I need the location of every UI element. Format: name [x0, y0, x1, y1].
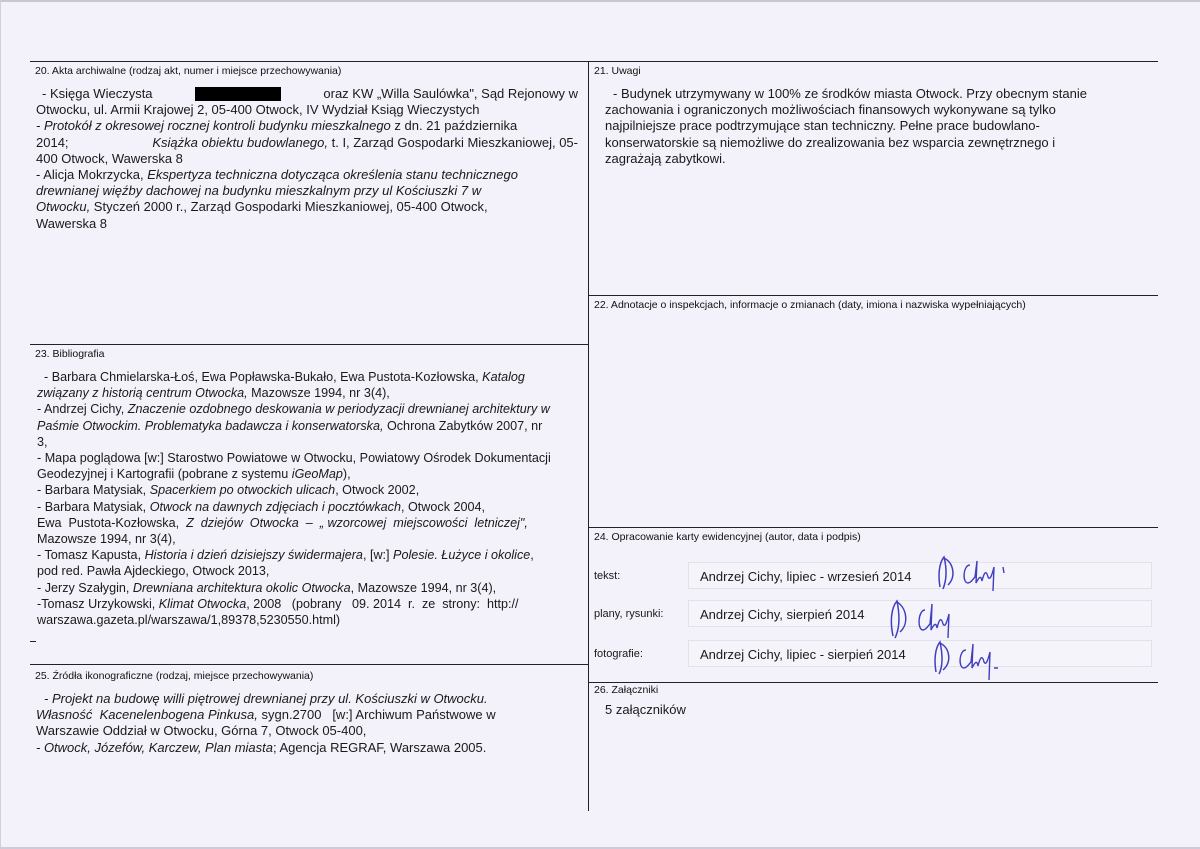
s23-b15a: -Tomasz Urzykowski, — [37, 596, 159, 611]
s23-b9b: , Otwock 2004, — [401, 499, 485, 514]
s23-b3-italic: Znaczenie ozdobnego deskowania w periodyzacji drewnianej architektury w — [127, 402, 550, 417]
row-value-plany: Andrzej Cichy, sierpień 2014 — [688, 600, 1152, 627]
s23-b13: pod red. Pawła Ajdeckiego, Otwock 2013, — [37, 564, 270, 579]
signature-3 — [928, 638, 1018, 682]
s23-b12-italic: Historia i dzień dzisiejszy świdermajera — [144, 548, 363, 563]
redaction-bar — [195, 87, 281, 101]
left-divider-25 — [30, 664, 588, 665]
s23-b12b: , [w:] — [362, 548, 394, 563]
s20-line4-italic: Książka obiektu budowlanego, — [152, 134, 328, 150]
s23-b7a: Geodezyjnej i Kartografii (pobrane z systemu — [37, 467, 292, 482]
s23-b2b: Mazowsze 1994, nr 3(4), — [247, 386, 390, 401]
s25-line2b: sygn.2700 [w:] Archiwum Państwowe w — [257, 707, 496, 723]
s23-b5: 3, — [37, 434, 48, 449]
s23-b4-italic: Paśmie Otwockim. Problematyka badawcza i konserwatorska, — [37, 418, 384, 433]
stray-mark — [30, 641, 36, 642]
signature-2 — [885, 598, 965, 640]
s23-b6: - Mapa poglądowa [w:] Starostwo Powiatowe w Otwocku, Powiatowy Ośrodek Dokumentacji — [37, 451, 551, 466]
section-26-header: 26. Załączniki — [594, 684, 659, 696]
section-25-header: 25. Źródła ikonograficzne (rodzaj, miejsce przechowywania) — [35, 670, 314, 682]
s25-line1-italic: - Projekt na budowę willi piętrowej drewnianej przy ul. Kościuszki w Otwocku. — [44, 691, 488, 706]
row-value-fotografie: Andrzej Cichy, lipiec - sierpień 2014 — [688, 640, 1152, 667]
center-divider — [588, 61, 589, 811]
s23-b2-italic: związany z historią centrum Otwocka, — [37, 386, 248, 401]
section-21-header: 21. Uwagi — [594, 65, 641, 77]
s23-b11: Mazowsze 1994, nr 3(4), — [37, 532, 176, 547]
s23-b8-italic: Spacerkiem po otwockich ulicach — [149, 483, 336, 498]
s23-b8b: , Otwock 2002, — [335, 483, 420, 498]
s23-b9-italic: Otwock na dawnych zdjęciach i pocztówkach — [149, 499, 401, 514]
s23-b3a: - Andrzej Cichy, — [37, 402, 128, 417]
s20-line8b: Styczeń 2000 r., Zarząd Gospodarki Mieszkaniowej, 05-400 Otwock, — [90, 199, 488, 215]
s20-line9: Wawerska 8 — [36, 215, 108, 231]
s21-line4: konserwatorskie są niemożliwe do zrealizowania bez wsparcia zewnętrznego i — [605, 134, 1056, 150]
row-label-plany: plany, rysunki: — [594, 608, 664, 620]
s25-line4b: ; Agencja REGRAF, Warszawa 2005. — [272, 739, 487, 755]
section-21-text — [605, 86, 1150, 167]
s20-line2: Otwocku, ul. Armii Krajowej 2, 05-400 Otwock, IV Wydział Ksiąg Wieczystych — [36, 102, 480, 118]
section-25-text — [36, 691, 576, 756]
right-divider-26 — [588, 682, 1158, 683]
s20-line6a: - Alicja Mokrzycka, — [36, 167, 148, 183]
s20-line1a: - Księga Wieczysta — [42, 86, 153, 101]
s23-b7b: ), — [342, 467, 351, 482]
s21-line1: - Budynek utrzymywany w 100% ze środków miasta Otwock. Przy obecnym stanie — [613, 86, 1087, 101]
s23-b9a: - Barbara Matysiak, — [37, 499, 150, 514]
s20-line8-italic: Otwocku, — [36, 199, 91, 215]
s23-b10a: Ewa Pustota-Kozłowska, — [37, 515, 187, 530]
signature-1 — [930, 553, 1030, 593]
s25-line4-italic: - Otwock, Józefów, Karczew, Plan miasta — [36, 739, 273, 755]
s23-b10-italic: Z dziejów Otwocka – „ wzorcowej miejscowości letniczej", — [186, 515, 528, 530]
s20-line6-italic: Ekspertyza techniczna dotycząca określenia stanu technicznego — [147, 167, 518, 183]
s20-line3: z dn. 21 października — [390, 118, 518, 134]
s20-line4b: t. I, Zarząd Gospodarki Mieszkaniowej, 05- — [328, 134, 578, 150]
left-divider-23 — [30, 344, 588, 345]
s23-b12c: , — [530, 548, 534, 563]
s23-b1a: - Barbara Chmielarska-Łoś, Ewa Popławska-Bukało, Ewa Pustota-Kozłowska, — [44, 370, 483, 384]
s23-b14a: - Jerzy Szałygin, — [37, 580, 133, 595]
s21-line2: zachowania i ograniczonych możliwościach finansowych wykonywane są tylko — [605, 102, 1056, 118]
row-label-tekst: tekst: — [594, 570, 621, 582]
section-26-text: 5 załączników — [605, 702, 686, 717]
s23-b15b: , 2008 (pobrany 09. 2014 r. ze strony: http:// — [246, 596, 519, 611]
top-rule — [30, 61, 1158, 62]
s20-line1b: oraz KW „Willa Saulówka", Sąd Rejonowy w — [323, 86, 578, 101]
s23-b12a: - Tomasz Kapusta, — [37, 548, 145, 563]
s20-line4a: 2014; — [36, 134, 69, 150]
s23-b14b: , Mazowsze 1994, nr 3(4), — [350, 580, 497, 595]
s25-line3: Warszawie Oddział w Otwocku, Górna 7, Otwock 05-400, — [36, 723, 367, 739]
s23-b4b: Ochrona Zabytków 2007, nr — [383, 418, 543, 433]
s23-b8a: - Barbara Matysiak, — [37, 483, 150, 498]
right-divider-22 — [588, 295, 1158, 296]
row-value-tekst: Andrzej Cichy, lipiec - wrzesień 2014 — [688, 562, 1152, 589]
section-23-header: 23. Bibliografia — [35, 348, 105, 360]
s20-line3-italic: - Protokół z okresowej rocznej kontroli budynku mieszkalnego — [36, 118, 391, 134]
row-label-fotografie: fotografie: — [594, 648, 643, 660]
s23-b15-italic: Klimat Otwocka — [158, 596, 247, 611]
s21-line5: zagrażają zabytkowi. — [605, 150, 726, 166]
s20-line7-italic: drewnianej więźby dachowej na budynku mieszkalnym przy ul Kościuszki 7 w — [36, 183, 482, 199]
s23-b12-italic2: Polesie. Łużyce i okolice — [393, 548, 531, 563]
section-20-text — [36, 86, 578, 232]
s21-line3: najpilniejsze prace podtrzymujące stan techniczny. Pełne prace budowlano- — [605, 118, 1040, 134]
section-20-header: 20. Akta archiwalne (rodzaj akt, numer i miejsce przechowywania) — [35, 65, 342, 77]
s20-line5: 400 Otwock, Wawerska 8 — [36, 150, 183, 166]
s25-line2-italic: Własność Kacenelenbogena Pinkusa, — [36, 707, 258, 723]
s23-b1-italic: Katalog — [482, 370, 525, 384]
right-divider-24 — [588, 527, 1158, 528]
s23-b16: warszawa.gazeta.pl/warszawa/1,89378,5230550.html) — [37, 613, 341, 628]
section-24-header: 24. Opracowanie karty ewidencyjnej (autor, data i podpis) — [594, 531, 861, 543]
s23-b14-italic: Drewniana architektura okolic Otwocka — [132, 580, 351, 595]
s23-b7-italic: iGeoMap — [291, 467, 343, 482]
section-23-text — [37, 369, 575, 628]
section-22-header: 22. Adnotacje o inspekcjach, informacje o zmianach (daty, imiona i nazwiska wypełniających) — [594, 299, 1026, 311]
